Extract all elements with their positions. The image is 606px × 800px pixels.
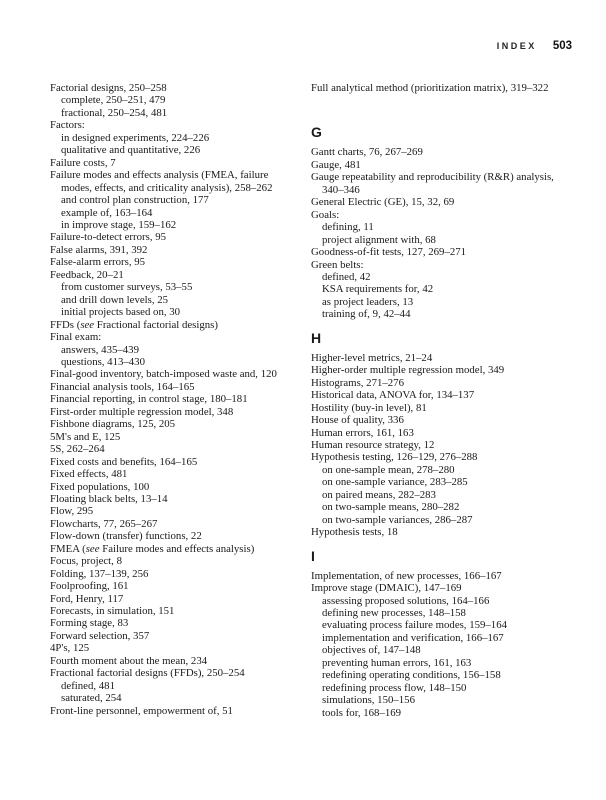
index-subentry: project alignment with, 68: [322, 233, 436, 246]
index-entry: Fishbone diagrams, 125, 205: [50, 418, 176, 431]
page-number: 503: [552, 40, 572, 52]
index-entry: Histograms, 271–276: [311, 376, 404, 389]
index-subentry: evaluating process failure modes, 159–164: [322, 619, 507, 632]
index-subentry: on two-sample variances, 286–287: [322, 513, 473, 526]
index-entry: Fixed effects, 481: [50, 468, 128, 481]
index-entry: Higher-order multiple regression model, 349: [311, 364, 505, 377]
index-entry: 4P's, 125: [50, 642, 90, 655]
index-entry: Fixed populations, 100: [50, 480, 150, 493]
index-subentry: on paired means, 282–283: [322, 488, 436, 501]
index-column-right: [311, 82, 567, 719]
index-subentry: answers, 435–439: [61, 343, 139, 356]
index-entry: Improve stage (DMAIC), 147–169: [311, 582, 462, 595]
index-entry: Full analytical method (prioritization matrix), 319–322: [311, 82, 549, 94]
index-entry: FMEA (see Failure modes and effects analysis): [50, 542, 255, 555]
index-subentry: assessing proposed solutions, 164–166: [322, 594, 490, 607]
index-subentry: defining new processes, 148–158: [322, 606, 466, 619]
index-subentry: preventing human errors, 161, 163: [322, 656, 472, 669]
running-head: INDEX: [496, 41, 537, 51]
index-entry: Hostility (buy-in level), 81: [311, 401, 427, 414]
index-entry: General Electric (GE), 15, 32, 69: [311, 196, 455, 209]
index-subentry: objectives of, 147–148: [322, 644, 421, 657]
index-entry: False alarms, 391, 392: [50, 243, 148, 256]
index-subentry: in improve stage, 159–162: [61, 218, 177, 231]
index-entry: Historical data, ANOVA for, 134–137: [311, 389, 475, 402]
index-subentry: on one-sample variance, 283–285: [322, 476, 468, 489]
index-entry: Factors:: [50, 119, 85, 132]
index-entry: Financial analysis tools, 164–165: [50, 380, 195, 393]
see-reference: see: [85, 542, 100, 555]
index-entry: Implementation, of new processes, 166–167: [311, 569, 502, 582]
index-entry: Flowcharts, 77, 265–267: [50, 517, 158, 530]
index-entry: Failure modes and effects analysis (FMEA, failure modes, effects, and criticality analysis), 258–262: [50, 169, 273, 194]
index-entry: Fourth moment about the mean, 234: [50, 654, 208, 667]
index-entry: 5S, 262–264: [50, 443, 105, 456]
index-subentry: implementation and verification, 166–167: [322, 631, 504, 644]
index-entry: Floating black belts, 13–14: [50, 492, 168, 505]
index-column-left: [50, 82, 300, 717]
section-letter: G: [311, 124, 322, 141]
index-entry: FFDs (see Fractional factorial designs): [50, 318, 218, 331]
index-subentry: complete, 250–251, 479: [61, 94, 166, 107]
index-entry: Green belts:: [311, 258, 364, 271]
index-subentry: defined, 42: [322, 270, 371, 283]
index-subentry: KSA requirements for, 42: [322, 283, 434, 296]
index-entry: Failure costs, 7: [50, 156, 116, 169]
index-entry: Gantt charts, 76, 267–269: [311, 146, 423, 159]
index-entry: 5M's and E, 125: [50, 430, 121, 443]
index-entry: Flow-down (transfer) functions, 22: [50, 530, 202, 543]
index-subentry: defined, 481: [61, 679, 115, 692]
index-subentry: qualitative and quantitative, 226: [61, 144, 201, 157]
index-subentry: defining, 11: [322, 221, 374, 234]
index-entry: Fractional factorial designs (FFDs), 250–254: [50, 667, 245, 680]
index-subentry: on two-sample means, 280–282: [322, 501, 460, 514]
index-subentry: tools for, 168–169: [322, 706, 402, 719]
index-entry: Folding, 137–139, 256: [50, 567, 149, 580]
index-subentry: from customer surveys, 53–55: [61, 281, 193, 294]
index-subentry: and control plan construction, 177: [61, 194, 209, 207]
index-entry: Gauge repeatability and reproducibility (R&R) analysis, 340–346: [311, 171, 554, 196]
index-subentry: simulations, 150–156: [322, 694, 415, 707]
index-entry: Fixed costs and benefits, 164–165: [50, 455, 198, 468]
index-entry: Front-line personnel, empowerment of, 51: [50, 704, 233, 717]
index-subentry: in designed experiments, 224–226: [61, 131, 210, 144]
index-entry: Financial reporting, in control stage, 180–181: [50, 393, 248, 406]
index-subentry: questions, 413–430: [61, 355, 145, 368]
index-subentry: example of, 163–164: [61, 206, 153, 219]
index-subentry: as project leaders, 13: [322, 295, 414, 308]
index-entry: Final-good inventory, batch-imposed waste and, 120: [50, 368, 277, 381]
index-entry: Higher-level metrics, 21–24: [311, 351, 433, 364]
section-letter: H: [311, 329, 322, 346]
index-subentry: training of, 9, 42–44: [322, 308, 411, 321]
see-reference: see: [80, 318, 95, 331]
index-entry: Failure-to-detect errors, 95: [50, 231, 167, 244]
index-entry: Final exam:: [50, 331, 102, 344]
index-entry: First-order multiple regression model, 348: [50, 405, 234, 418]
index-entry: Flow, 295: [50, 505, 94, 518]
index-entry: Feedback, 20–21: [50, 268, 124, 281]
index-entry: Ford, Henry, 117: [50, 592, 124, 605]
index-subentry: initial projects based on, 30: [61, 306, 181, 319]
page-header: [497, 40, 572, 52]
index-entry: Human errors, 161, 163: [311, 426, 414, 439]
index-entry: Goodness-of-fit tests, 127, 269–271: [311, 246, 467, 259]
index-entry: Focus, project, 8: [50, 555, 122, 568]
index-subentry: on one-sample mean, 278–280: [322, 463, 455, 476]
index-entry: Foolproofing, 161: [50, 580, 129, 593]
index-subentry: fractional, 250–254, 481: [61, 106, 168, 119]
index-entry: Hypothesis testing, 126–129, 276–288: [311, 451, 478, 464]
index-entry: Hypothesis tests, 18: [311, 526, 398, 539]
index-entry: Factorial designs, 250–258: [50, 82, 167, 94]
index-entry: Goals:: [311, 208, 340, 221]
index-subentry: redefining process flow, 148–150: [322, 681, 467, 694]
index-subentry: redefining operating conditions, 156–158: [322, 669, 501, 682]
index-entry: Forming stage, 83: [50, 617, 129, 630]
index-entry: Forecasts, in simulation, 151: [50, 605, 175, 618]
index-subentry: and drill down levels, 25: [61, 293, 169, 306]
section-letter: I: [311, 547, 315, 564]
index-entry: Human resource strategy, 12: [311, 438, 435, 451]
index-subentry: saturated, 254: [61, 692, 122, 705]
index-entry: False-alarm errors, 95: [50, 256, 146, 269]
index-entry: Gauge, 481: [311, 158, 361, 171]
index-entry: House of quality, 336: [311, 414, 404, 427]
index-entry: Forward selection, 357: [50, 629, 150, 642]
